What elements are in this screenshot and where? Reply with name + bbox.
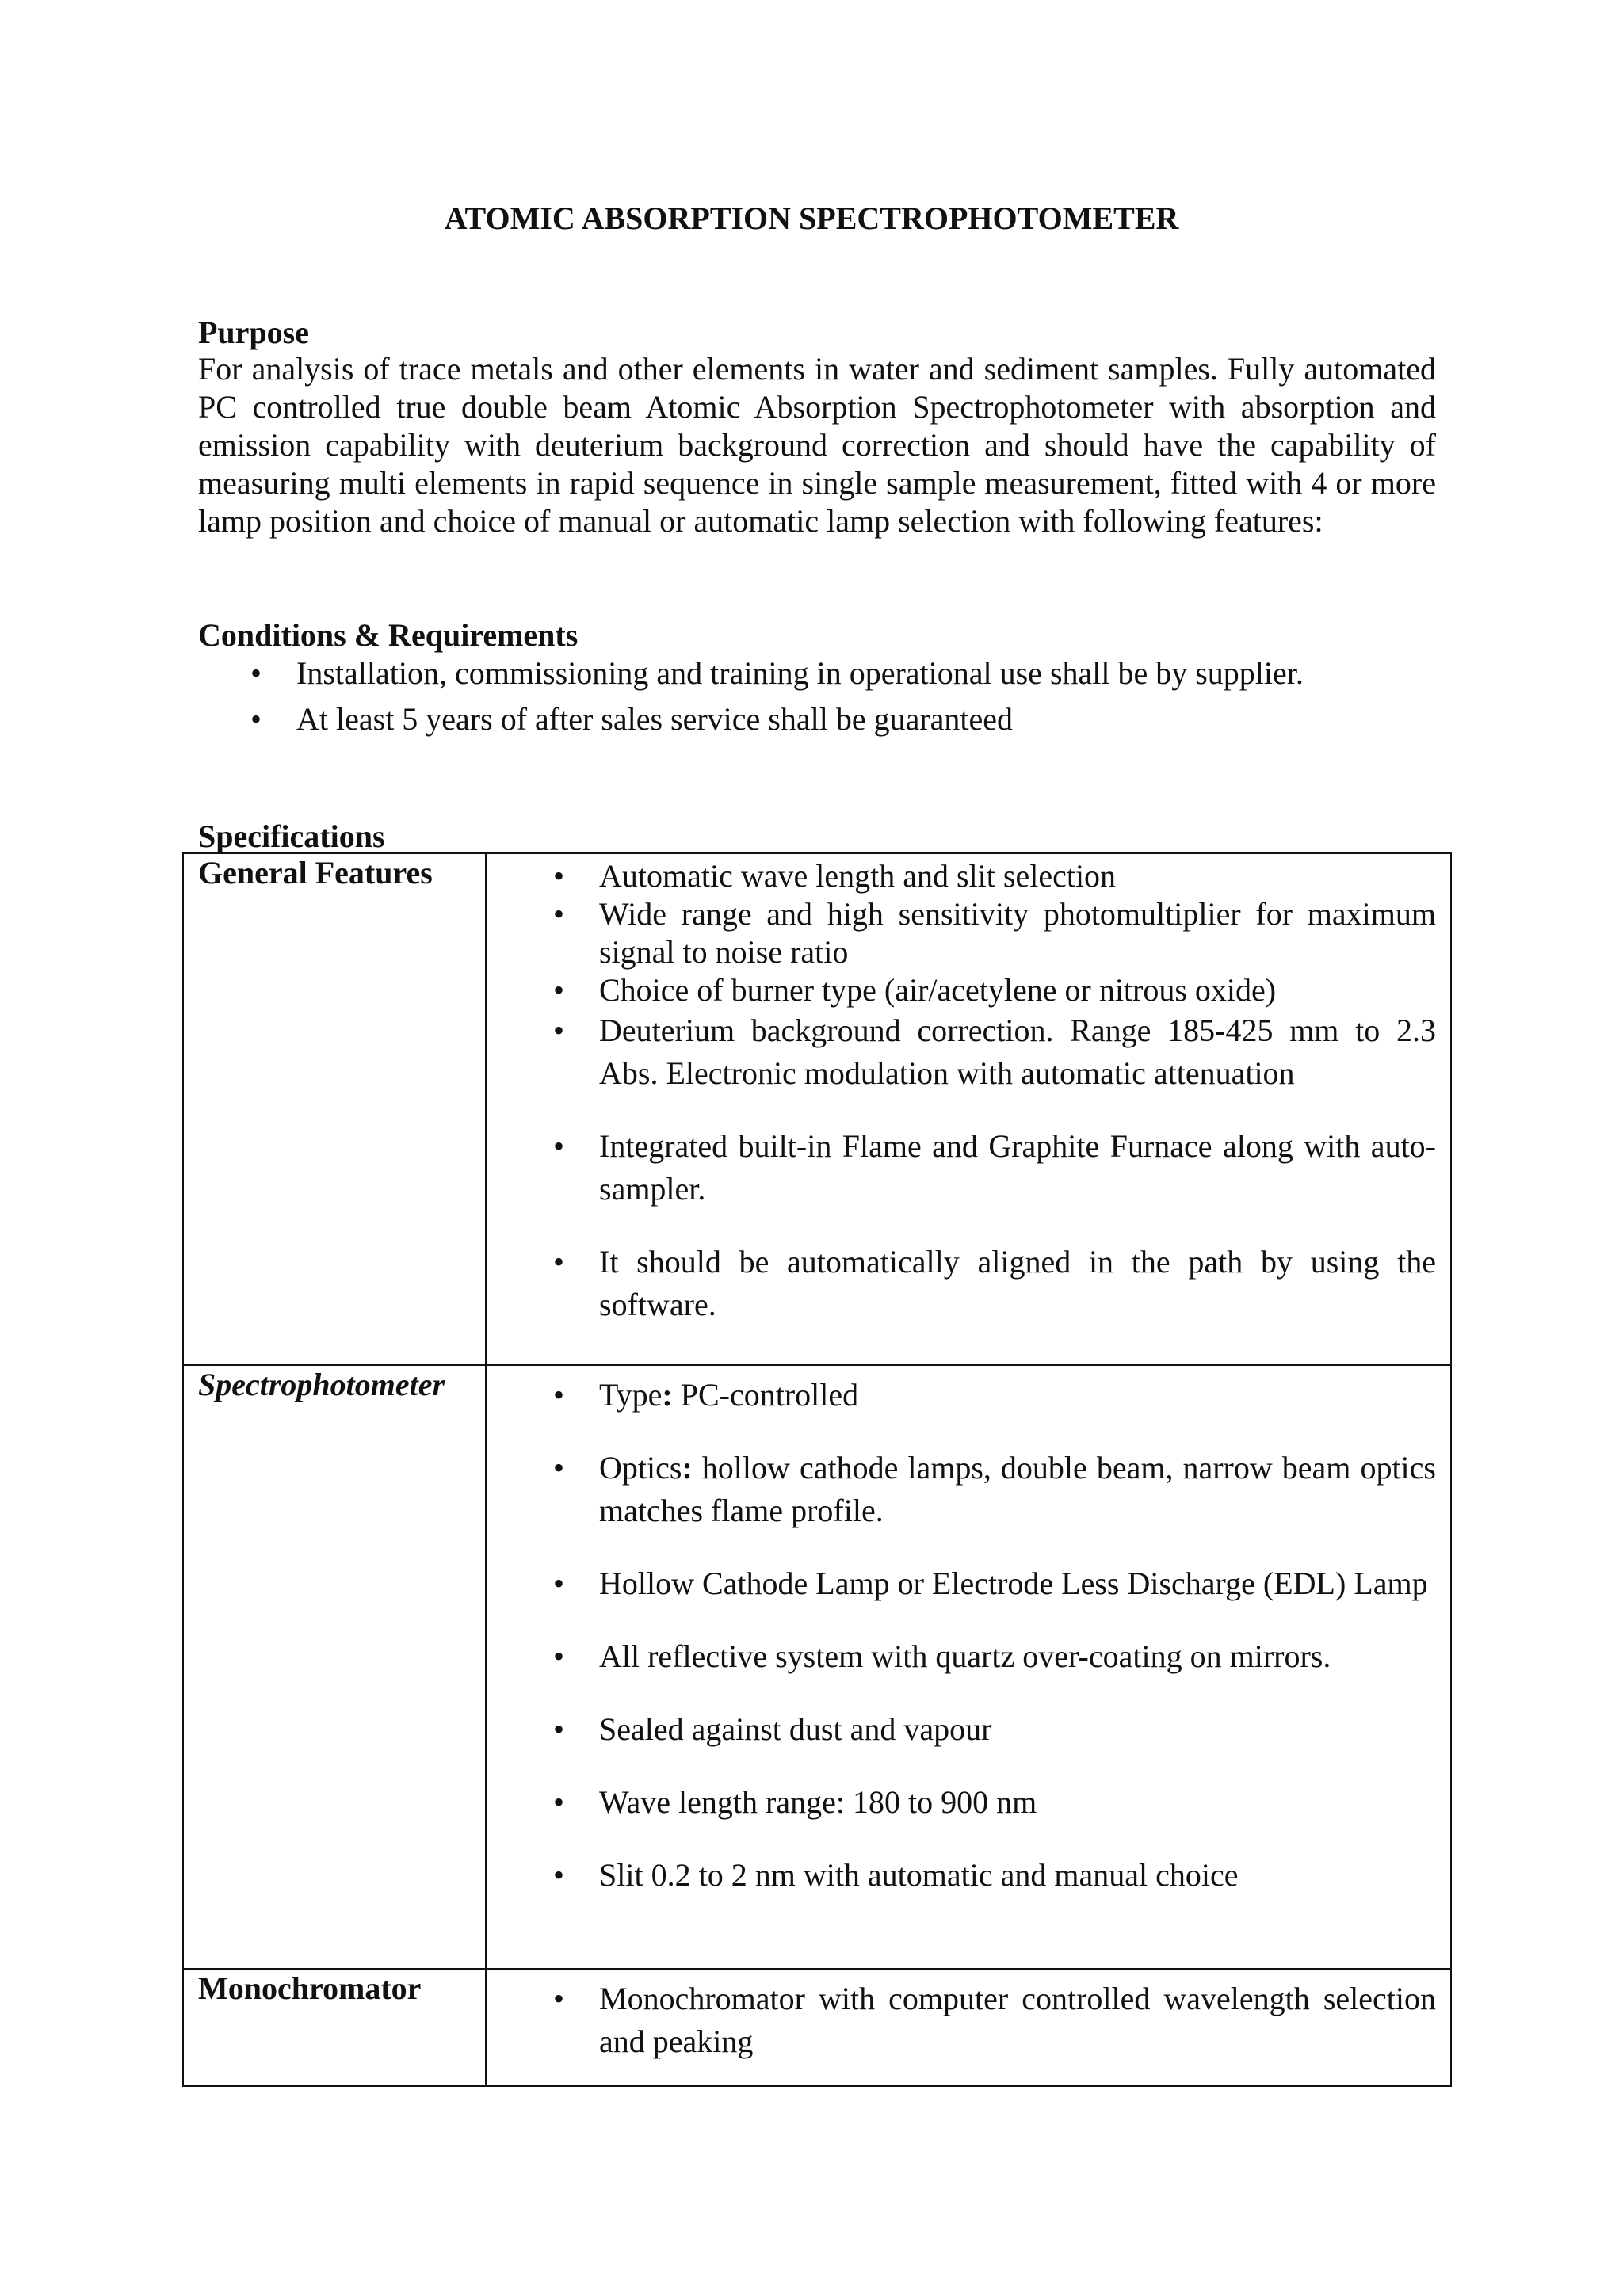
feature-text: It should be automatically aligned in the path by using the software. xyxy=(599,1244,1436,1322)
table-row xyxy=(183,1969,1451,2086)
list-item xyxy=(487,1447,1436,1532)
feature-term: Optics xyxy=(599,1450,682,1486)
feature-list xyxy=(487,1978,1436,2063)
bullet-icon: • xyxy=(553,1450,565,1486)
list-item xyxy=(487,1708,1436,1751)
feature-term-separator: : xyxy=(662,1377,673,1413)
bullet-icon: • xyxy=(553,1377,565,1413)
bullet-icon: • xyxy=(553,1566,565,1601)
list-item xyxy=(487,1854,1436,1897)
bullet-icon: • xyxy=(553,1784,565,1820)
bullet-icon: • xyxy=(250,701,262,737)
specifications-heading: Specifications xyxy=(198,818,385,854)
list-item xyxy=(487,1562,1436,1605)
row-items-cell xyxy=(486,1969,1451,2086)
bullet-icon: • xyxy=(553,1711,565,1747)
bullet-icon: • xyxy=(553,1857,565,1893)
specifications-table xyxy=(182,852,1452,2087)
feature-text: Wide range and high sensitivity photomultiplier for maximum signal to noise ratio xyxy=(599,896,1436,970)
feature-list xyxy=(487,857,1436,1326)
table-row xyxy=(183,1365,1451,1969)
list-item xyxy=(487,1125,1436,1211)
row-label-monochromator: Monochromator xyxy=(183,1969,486,2086)
feature-text: Monochromator with computer controlled wavelength selection and peaking xyxy=(599,1981,1436,2059)
list-item xyxy=(487,1635,1436,1678)
bullet-icon: • xyxy=(553,1013,565,1048)
feature-term-separator: : xyxy=(682,1450,693,1486)
feature-text: PC-controlled xyxy=(672,1377,859,1413)
row-label-general-features: General Features xyxy=(183,853,486,1365)
feature-text: Sealed against dust and vapour xyxy=(599,1711,992,1747)
document-title: ATOMIC ABSORPTION SPECTROPHOTOMETER xyxy=(444,200,1179,236)
list-item xyxy=(487,1781,1436,1824)
list-item xyxy=(487,895,1436,971)
feature-text: Integrated built-in Flame and Graphite Furnace along with auto-sampler. xyxy=(599,1128,1436,1207)
list-item xyxy=(487,1374,1436,1417)
feature-text: Choice of burner type (air/acetylene or nitrous oxide) xyxy=(599,972,1277,1008)
bullet-icon: • xyxy=(553,1638,565,1674)
bullet-icon: • xyxy=(250,655,262,691)
list-item xyxy=(198,654,1436,692)
feature-list xyxy=(487,1374,1436,1897)
bullet-icon: • xyxy=(553,858,565,894)
bullet-icon: • xyxy=(553,896,565,932)
feature-text: Automatic wave length and slit selection xyxy=(599,858,1117,894)
conditions-heading: Conditions & Requirements xyxy=(198,617,579,653)
list-item xyxy=(487,857,1436,895)
condition-text: At least 5 years of after sales service shall be guaranteed xyxy=(296,701,1014,737)
purpose-heading: Purpose xyxy=(198,315,309,350)
feature-term: Type xyxy=(599,1377,663,1413)
feature-text: Hollow Cathode Lamp or Electrode Less Discharge (EDL) Lamp xyxy=(599,1566,1428,1601)
list-item xyxy=(487,971,1436,1009)
bullet-icon: • xyxy=(553,1244,565,1280)
list-item xyxy=(487,1009,1436,1095)
list-item xyxy=(487,1978,1436,2063)
purpose-text: For analysis of trace metals and other elements in water and sediment samples. Fully automated PC controlled true double beam Atomic Absorption Spectrophotometer with absorption and emission capability with deuterium background correction and should have the capability of measuring multi elements in rapid sequence in single sample measurement, fitted with 4 or more lamp position and choice of manual or automatic lamp selection with following features: xyxy=(198,351,1436,539)
feature-text: Wave length range: 180 to 900 nm xyxy=(599,1784,1037,1820)
list-item xyxy=(198,700,1436,738)
feature-text: hollow cathode lamps, double beam, narrow beam optics matches flame profile. xyxy=(599,1450,1436,1528)
row-label-spectrophotometer: Spectrophotometer xyxy=(183,1365,486,1969)
condition-text: Installation, commissioning and training in operational use shall be by supplier. xyxy=(296,655,1304,691)
row-items-cell xyxy=(486,1365,1451,1969)
bullet-icon: • xyxy=(553,1128,565,1164)
bullet-icon: • xyxy=(553,972,565,1008)
feature-text: Slit 0.2 to 2 nm with automatic and manual choice xyxy=(599,1857,1239,1893)
table-row xyxy=(183,853,1451,1365)
list-item xyxy=(487,1241,1436,1326)
feature-text: All reflective system with quartz over-coating on mirrors. xyxy=(599,1638,1331,1674)
row-items-cell xyxy=(486,853,1451,1365)
bullet-icon: • xyxy=(553,1981,565,2016)
feature-text: Deuterium background correction. Range 185-425 mm to 2.3 Abs. Electronic modulation with automatic attenuation xyxy=(599,1013,1436,1091)
conditions-list xyxy=(198,654,1436,746)
